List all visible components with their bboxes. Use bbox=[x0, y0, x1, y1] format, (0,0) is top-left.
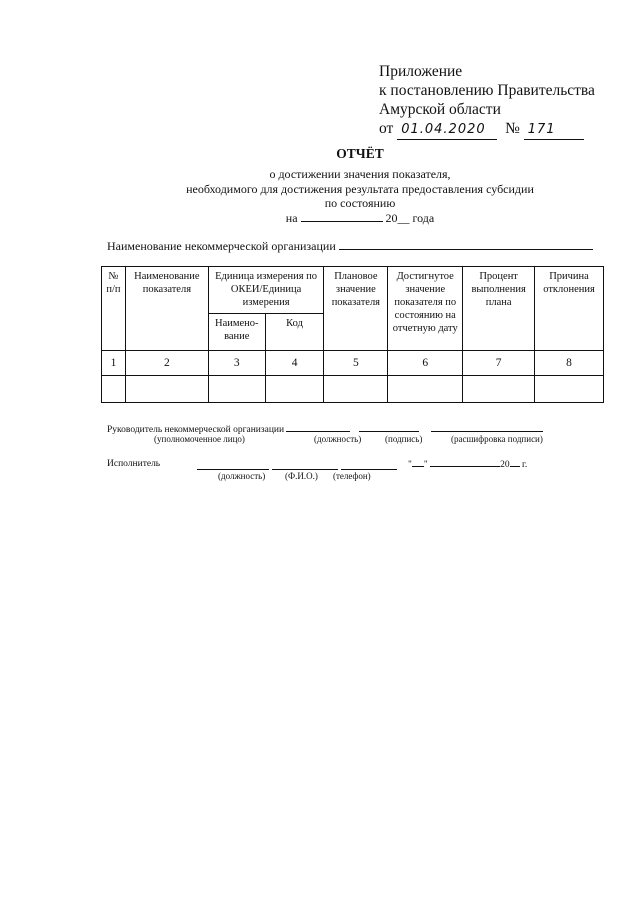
exec-fio-blank[interactable] bbox=[272, 469, 338, 470]
quote-close: " bbox=[423, 460, 428, 470]
appendix-line-2: к постановлению Правительства bbox=[379, 82, 595, 99]
exec-phone-blank[interactable] bbox=[341, 469, 397, 470]
header-reason: Причина отклонения bbox=[535, 267, 604, 351]
head-label: Руководитель некоммерческой организации bbox=[107, 425, 285, 435]
header-unit-code: Код bbox=[265, 314, 324, 351]
quote-open: " bbox=[408, 460, 412, 470]
table-row-empty bbox=[102, 376, 604, 403]
appendix-line-1: Приложение bbox=[379, 63, 463, 80]
table-cell[interactable] bbox=[463, 376, 535, 403]
header-unit-name: Наимено-вание bbox=[208, 314, 265, 351]
org-name-line bbox=[107, 238, 593, 254]
date-prefix: от bbox=[379, 120, 394, 137]
table-cell[interactable] bbox=[324, 376, 388, 403]
handwritten-date: 01.04.2020 bbox=[397, 120, 497, 140]
table-cell[interactable] bbox=[102, 376, 126, 403]
subtitle-line-1: о достижении значения показателя, bbox=[269, 167, 451, 181]
year-suffix: г. bbox=[522, 460, 528, 470]
col-number: 8 bbox=[535, 351, 604, 376]
org-name-label: Наименование некоммерческой организации bbox=[107, 239, 336, 253]
date-blank[interactable] bbox=[301, 210, 383, 222]
header-name: Наименование показателя bbox=[125, 267, 208, 351]
col-number: 3 bbox=[208, 351, 265, 376]
exec-date-line bbox=[408, 457, 527, 470]
head-position-blank[interactable] bbox=[286, 422, 350, 432]
col-number: 2 bbox=[125, 351, 208, 376]
head-decoding-blank[interactable] bbox=[431, 422, 543, 432]
head-sign-blank[interactable] bbox=[359, 422, 419, 432]
appendix-line-3: Амурской области bbox=[379, 101, 501, 118]
table-cell[interactable] bbox=[125, 376, 208, 403]
table-cell[interactable] bbox=[208, 376, 265, 403]
exec-fio-caption: (Ф.И.О.) bbox=[285, 471, 318, 481]
exec-phone-caption: (телефон) bbox=[333, 471, 371, 481]
day-blank[interactable] bbox=[412, 457, 424, 467]
header-achieved: Достигнутое значение показателя по состоянию на отчетную дату bbox=[388, 267, 463, 351]
exec-position-caption: (должность) bbox=[218, 471, 266, 481]
table-header-row bbox=[102, 267, 604, 314]
number-prefix: № bbox=[505, 120, 520, 137]
year-text: 20__ года bbox=[385, 211, 435, 225]
head-position-caption: (должность) bbox=[314, 434, 362, 444]
col-number: 5 bbox=[324, 351, 388, 376]
header-unit-group: Единица измерения по ОКЕИ/Единица измерения bbox=[208, 267, 324, 314]
year-prefix: 20 bbox=[500, 460, 510, 470]
month-blank[interactable] bbox=[430, 457, 500, 467]
table-cell[interactable] bbox=[535, 376, 604, 403]
appendix-date-line bbox=[379, 119, 595, 140]
col-number: 1 bbox=[102, 351, 126, 376]
appendix-block bbox=[379, 62, 595, 140]
date-prefix-on: на bbox=[285, 211, 298, 225]
handwritten-number: 171 bbox=[524, 120, 584, 140]
report-title: ОТЧЁТ bbox=[336, 146, 384, 161]
head-sub-label: (уполномоченное лицо) bbox=[154, 434, 245, 444]
header-num: № п/п bbox=[102, 267, 126, 351]
header-plan: Плановое значение показателя bbox=[324, 267, 388, 351]
report-table bbox=[101, 266, 604, 403]
header-percent: Процент выполнения плана bbox=[463, 267, 535, 351]
head-decoding-caption: (расшифровка подписи) bbox=[451, 434, 543, 444]
subtitle-line-2: необходимого для достижения результата предоставления субсидии bbox=[186, 182, 534, 196]
exec-position-blank[interactable] bbox=[197, 469, 269, 470]
table-cell[interactable] bbox=[265, 376, 324, 403]
org-name-blank[interactable] bbox=[339, 238, 593, 250]
head-sign-caption: (подпись) bbox=[385, 434, 423, 444]
col-number: 7 bbox=[463, 351, 535, 376]
col-number: 4 bbox=[265, 351, 324, 376]
col-number: 6 bbox=[388, 351, 463, 376]
table-cell[interactable] bbox=[388, 376, 463, 403]
table-row-numbers bbox=[102, 351, 604, 376]
subtitle-date-line bbox=[0, 210, 640, 226]
year-blank[interactable] bbox=[510, 457, 520, 467]
executor-label: Исполнитель bbox=[107, 459, 161, 469]
subtitle-line-3: по состоянию bbox=[324, 196, 396, 210]
